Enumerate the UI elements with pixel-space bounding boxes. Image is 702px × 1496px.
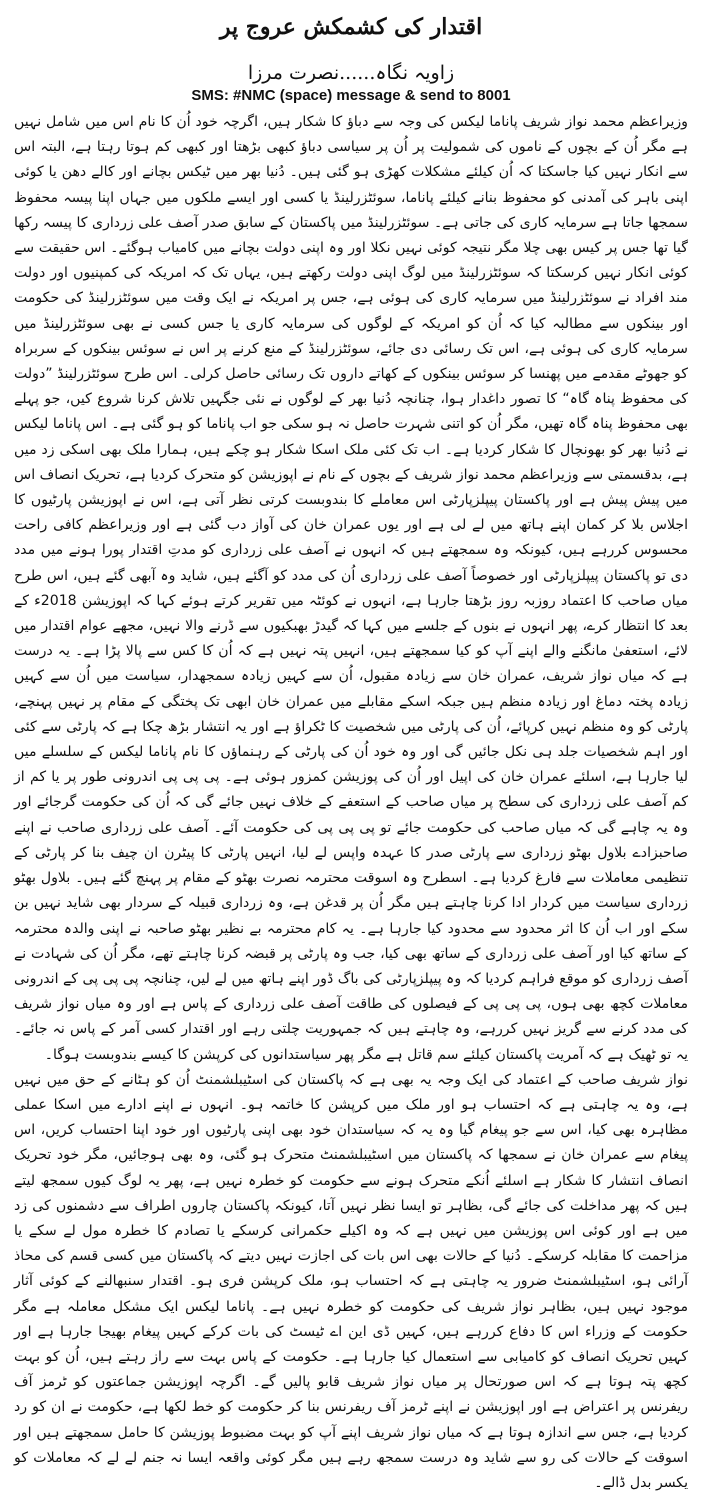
paragraph: نواز شریف صاحب کے اعتماد کی ایک وجہ یہ بھی ہے کہ پاکستان کی اسٹیبلشمنٹ اُن کو ہٹانے کے حق میں نہیں ہے، وہ یہ چاہتی ہے کہ احتساب ہو اور ملک میں کرپشن کا خاتمہ ہو۔ انہوں نے اپنے ادارے میں اسکا عملی مظاہرہ بھی کیا، اس سے جو پیغام گیا وہ یہ کہ سیاستدان خود بھی اپنی پارٹیوں اور خود اپنا احتساب کریں، اس پیغام سے عمران خان نے سمجھا کہ پاکستان میں اسٹیبلشمنٹ متحرک ہو گئی، وہ بھی ہوجائیں، مگر خود تحریک انصاف انتشار کا شکار ہے اسلئے اُنکے متحرک ہونے سے حکومت کو خطرہ نہیں ہے، پھر یہ لوگ کیوں سمجھ لیتے ہیں کہ پھر مداخلت کی جائے گی، بظاہر تو ایسا نظر نہیں آتا، کیونکہ پاکستان چاروں اطراف سے دشمنوں کی زد میں ہے اور کوئی اس پوزیشن میں نہیں ہے کہ وہ اکیلے حکمرانی کرسکے یا تصادم کا خطرہ مول لے سکے یا مزاحمت کا مقابلہ کرسکے۔ دُنیا کے حالات بھی اس بات کی اجازت نہیں دیتے کہ پاکستان میں کسی قسم کی محاذ آرائی ہو، اسٹیبلشمنٹ ضرور یہ چاہتی ہے کہ احتساب ہو، ملک کرپشن فری ہو۔ اقتدار سنبھالنے کے کوئی آثار موجود نہیں ہیں، بظاہر نواز شریف کی حکومت کو خطرہ نہیں ہے۔ پاناما لیکس ایک مشکل معاملہ ہے مگر حکومت کے وزراء اس کا دفاع کررہے ہیں، کہیں ڈی این اے ٹیسٹ کی بات کرکے کہیں پیغام بھیجا جارہا ہے اور کہیں تحریک انصاف کو کامیابی سے استعمال کیا جارہا ہے۔ حکومت کے پاس بہت سے راز رہتے ہیں، اُن کو بہت کچھ پتہ ہوتا ہے کہ اس صورتحال پر میاں نواز شریف قابو پالیں گے۔ اگرچہ اپوزیشن جماعتوں کو ٹرمز آف ریفرنس پر اعتراض ہے اور اپوزیشن نے اپنے ٹرمز آف ریفرنس بنا کر حکومت کو خط لکھا ہے، حکومت نے ان کو رد کردیا ہے، جس سے اندازہ ہوتا ہے کہ میاں نواز شریف اپنے آپ کو بہت مضبوط پوزیشن کا حامل سمجھتے ہیں اور اسوقت کے حالات کی رو سے شاید وہ درست سمجھ رہے ہیں مگر کوئی واقعہ ایسا نہ جنم لے لے کہ معاملات کو یکسر بدل ڈالے۔ — [14, 1071, 688, 1491]
article-body — [14, 110, 688, 1496]
byline: زاویہ نگاہ......نصرت مرزا — [247, 62, 455, 84]
headline: اقتدار کی کشمکش عروج پر — [219, 14, 483, 40]
paragraph: وزیراعظم محمد نواز شریف پاناما لیکس کی وجہ سے دباؤ کا شکار ہیں، اگرچہ خود اُن کا نام اس میں شامل نہیں ہے مگر اُن کے بچوں کے ناموں کی شمولیت پر اُن پر سیاسی دباؤ کبھی بڑھتا اور کبھی کم ہوتا رہتا ہے، البتہ اس سے انکار نہیں کیا جاسکتا کہ اُن کیلئے مشکلات کھڑی ہو گئی ہیں۔ دُنیا بھر میں ٹیکس بچانے اور کالے دھن یا کوئی اپنی باہر کی آمدنی کو محفوظ بنانے کیلئے پاناما، سوئٹزرلینڈ یا کسی اور ایسے ملکوں میں جہاں اپنا پیسہ محفوظ سمجھا جاتا ہے سرمایہ کاری کی جاتی ہے۔ سوئٹزرلینڈ میں پاکستان کے سابق صدر آصف علی زرداری کا پیسہ رکھا گیا تھا جس پر کیس بھی چلا مگر نتیجہ کوئی نہیں نکلا اور وہ اپنی دولت بچانے میں کامیاب ہوگئے۔ اس حقیقت سے کوئی انکار نہیں کرسکتا کہ سوئٹزرلینڈ میں لوگ اپنی دولت رکھتے ہیں، یہاں تک کہ امریکہ کی کمپنیوں اور دولت مند افراد نے سوئٹزرلینڈ میں سرمایہ کاری کی ہوئی ہے، جس پر امریکہ نے ایک وقت میں سوئٹزرلینڈ کی حکومت اور بینکوں سے مطالبہ کیا کہ اُن کو امریکہ کے لوگوں کی سرمایہ کاری یا جس کسی نے بھی سوئٹزرلینڈ میں سرمایہ کاری کی ہوئی ہے، اس تک رسائی دی جائے، سوئٹزرلینڈ کے منع کرنے پر اس نے سوئس بینکوں کے سربراہ کو جھوٹے مقدمے میں پھنسا کر سوئس بینکوں کے کھاتے داروں تک رسائی حاصل کرلی۔ اس طرح سوئٹزرلینڈ ”دولت کی محفوظ پناہ گاہ“ کا تصور داغدار ہوا، چنانچہ دُنیا بھر کے لوگوں نے نئی جگہیں تلاش کرنا شروع کیں، جو پہلے بھی محفوظ پناہ گاہ تھیں، مگر اُن کو اتنی شہرت حاصل نہ ہو سکی جو اب پاناما کو ہو گئی ہے۔ اس پاناما لیکس نے دُنیا بھر کو بھونچال کا شکار کردیا ہے۔ اب تک کئی ملک اسکا شکار ہو چکے ہیں، ہمارا ملک بھی اسکی زد میں ہے، بدقسمتی سے وزیراعظم محمد نواز شریف کے بچوں کے نام نے اپوزیشن کو متحرک کردیا ہے، تحریک انصاف اس میں پیش پیش ہے اور پاکستان پیپلزپارٹی اس معاملے کا بندوبست کرتی نظر آتی ہے، اس نے اپوزیشن پارٹیوں کا اجلاس بلا کر کمان اپنے ہاتھ میں لے لی ہے اور یوں عمران خان کی آواز دب گئی ہے اور وزیراعظم کافی راحت محسوس کررہے ہیں، کیونکہ وہ سمجھتے ہیں کہ انہوں نے آصف علی زرداری کو مدتِ اقتدار پورا ہونے میں مدد دی تو پاکستان پیپلزپارٹی اور خصوصاً آصف علی زرداری اُن کی مدد کو آگئے ہیں، شاید وہ آبھی گئے ہیں، اس طرح میاں صاحب کا اعتماد روزبہ روز بڑھتا جارہا ہے، انہوں نے کوئٹہ میں تقریر کرتے ہوئے کہا کہ اپوزیشن 2018ء کے بعد کا انتظار کرے، پھر انہوں نے بنوں کے جلسے میں کہا کہ گیدڑ بھبکیوں سے ڈرنے والا نہیں، مجھے عوام اقتدار میں لائے، استعفیٰ مانگنے والے اپنے آپ کو کیا سمجھتے ہیں، انہیں پتہ نہیں ہے کہ اُن کا کس سے پالا پڑا ہے۔ یہ درست ہے کہ میاں نواز شریف، عمران خان سے زیادہ مقبول، اُن سے کہیں زیادہ سمجھدار، سیاست میں اُن سے کہیں زیادہ پختہ دماغ اور زیادہ منظم ہیں جبکہ اسکے مقابلے میں عمران خان ابھی تک پختگی کے مقام پر نہیں پہنچے، پارٹی کو وہ منظم نہیں کرپائے، اُن کی پارٹی میں شخصیت کا ٹکراؤ ہے اور یہ انتشار بڑھ چکا ہے کہ پارٹی سے کئی اور اہم شخصیات جلد ہی نکل جائیں گی اور وہ خود اُن کی پارٹی کے رہنماؤں کا نام پاناما لیکس کے سلسلے میں لیا جارہا ہے، اسلئے عمران خان کی اپیل اور اُن کی پوزیشن کمزور ہوئی ہے۔ پی پی پی اندرونی طور پر یا کم از کم آصف علی زرداری کی سطح پر میاں صاحب کے استعفے کے خلاف نہیں جائے گی کہ اُن کی حکومت گرجائے اور وہ یہ چاہے گی کہ میاں صاحب کی حکومت جائے تو پی پی پی کی حکومت آئے۔ آصف علی زرداری صاحب نے اپنے صاحبزادے بلاول بھٹو زرداری سے پارٹی صدر کا عہدہ واپس لے لیا، انہیں پارٹی کا پیٹرن ان چیف بنا کر پارٹی کے تنظیمی معاملات سے فارغ کردیا ہے۔ اسطرح وہ اسوقت محترمہ نصرت بھٹو کے مقام پر پہنچ گئے ہیں۔ بلاول بھٹو زرداری سیاست میں کردار ادا کرنا چاہتے ہیں مگر اُن پر قدغن ہے، وہ زرداری قبیلہ کے سردار بھی شاید نہیں بن سکے اور اب اُن کا اثر محدود سے محدود کیا جارہا ہے۔ یہ کام محترمہ بے نظیر بھٹو صاحبہ نے اپنی والدہ محترمہ کے ساتھ کیا اور آصف علی زرداری کے ساتھ بھی کیا، جب وہ پارٹی پر قبضہ کرنا چاہتے تھے، مگر اُن کی شہادت نے آصف زرداری کو موقع فراہم کردیا کہ وہ پیپلزپارٹی کی باگ ڈور اپنے ہاتھ میں لے لیں، چنانچہ پی پی پی کے اندرونی معاملات کچھ بھی ہوں، پی پی پی کے فیصلوں کی طاقت آصف علی زرداری کے پاس ہے اور وہ میاں نواز شریف کی مدد کرنے سے گریز نہیں کررہے، وہ چاہتے ہیں کہ جمہوریت چلتی رہے اور اقتدار کسی آمر کے پاس نہ جائے۔ یہ تو ٹھیک ہے کہ آمریت پاکستان کیلئے سم قاتل ہے مگر پھر سیاستدانوں کی کرپشن کا کیسے بندوبست ہوگا۔ — [14, 114, 689, 1063]
sms-line: SMS: #NMC (space) message & send to 8001 — [191, 87, 511, 104]
